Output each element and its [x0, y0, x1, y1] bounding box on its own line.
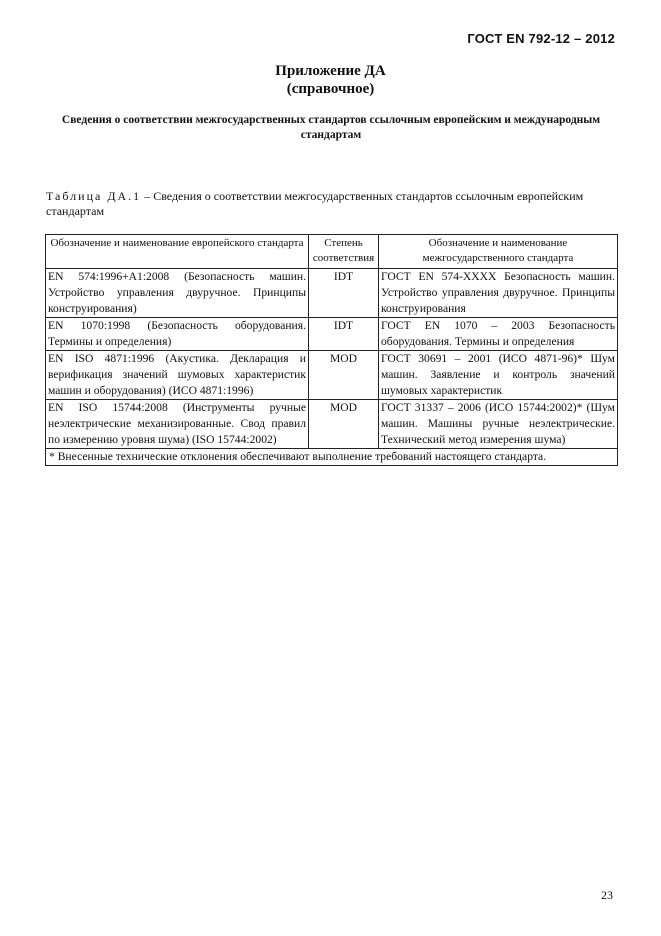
table-footnote: * Внесенные технические отклонения обеспечивают выполнение требований настоящего стандарта. — [46, 449, 618, 466]
cell-european-standard: EN 1070:1998 (Безопасность оборудования. Термины и определения) — [46, 318, 309, 351]
table-caption-label: Таблица ДА.1 — [46, 189, 142, 203]
cell-interstate-standard: ГОСТ 31337 – 2006 (ИСО 15744:2002)* (Шум машин. Машины ручные неэлектрические. Технический метод измерения шума) — [379, 400, 618, 449]
cell-degree: IDT — [309, 269, 379, 318]
table-row — [46, 318, 618, 351]
appendix-subtitle: (справочное) — [286, 81, 375, 97]
column-header-european: Обозначение и наименование европейского стандарта — [46, 235, 309, 269]
table-caption-text: – Сведения о соответствии межгосударственных стандартов ссылочным европейским стандартам — [46, 189, 584, 218]
document-code: ГОСТ EN 792-12 – 2012 — [467, 31, 615, 46]
cell-european-standard: EN ISO 4871:1996 (Акустика. Декларация и верификация значений шумовых характеристик машин и оборудования) (ИСО 4871:1996) — [46, 351, 309, 400]
appendix-title: Приложение ДА — [275, 63, 386, 79]
table-row — [46, 400, 618, 449]
cell-interstate-standard: ГОСТ EN 574-XXXX Безопасность машин. Устройство управления двуручное. Принципы конструирования — [379, 269, 618, 318]
cell-degree: MOD — [309, 351, 379, 400]
standards-correspondence-table — [45, 234, 618, 466]
cell-interstate-standard: ГОСТ 30691 – 2001 (ИСО 4871-96)* Шум машин. Заявление и контроль значений шумовых характеристик — [379, 351, 618, 400]
cell-degree: IDT — [309, 318, 379, 351]
table-caption — [46, 189, 616, 219]
column-header-degree: Степень соответствия — [309, 235, 379, 269]
table-row — [46, 269, 618, 318]
cell-interstate-standard: ГОСТ EN 1070 – 2003 Безопасность оборудования. Термины и определения — [379, 318, 618, 351]
section-heading: Сведения о соответствии межгосударственных стандартов ссылочным европейским и международным стандартам — [61, 114, 601, 141]
column-header-interstate: Обозначение и наименование межгосударственного стандарта — [379, 235, 618, 269]
table-footnote-row — [46, 449, 618, 466]
table-row — [46, 351, 618, 400]
appendix-title-block — [0, 62, 661, 98]
page-number: 23 — [601, 888, 613, 902]
cell-european-standard: EN 574:1996+A1:2008 (Безопасность машин. Устройство управления двуручное. Принципы конструирования) — [46, 269, 309, 318]
cell-degree: MOD — [309, 400, 379, 449]
table-header-row — [46, 235, 618, 269]
cell-european-standard: EN ISO 15744:2008 (Инструменты ручные неэлектрические механизированные. Свод правил по измерению уровня шума) (ISO 15744:2002) — [46, 400, 309, 449]
